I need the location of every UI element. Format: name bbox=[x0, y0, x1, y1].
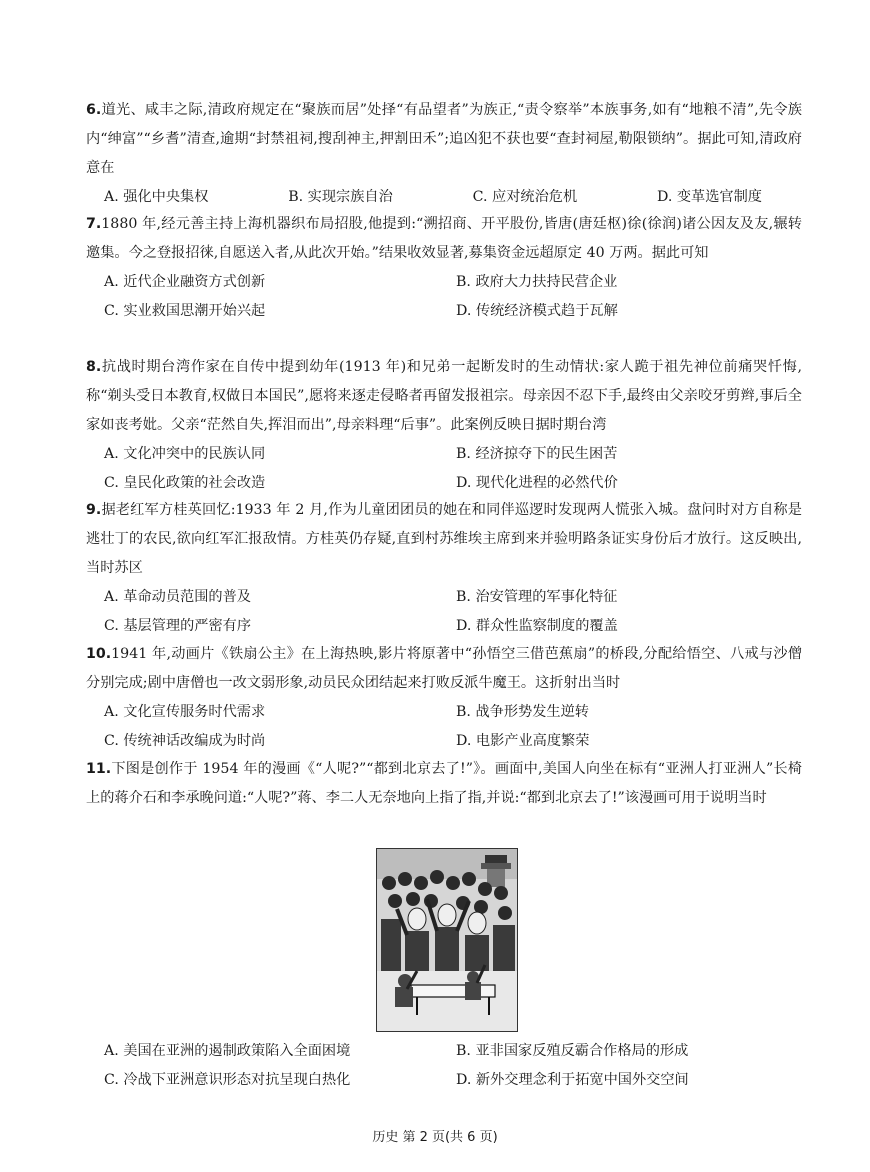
options bbox=[86, 583, 802, 641]
question-9 bbox=[86, 496, 802, 641]
options bbox=[86, 698, 802, 756]
option-b[interactable]: B. 战争形势发生逆转 bbox=[456, 704, 589, 720]
page-footer: 历史 第 2 页(共 6 页) bbox=[372, 1130, 498, 1145]
option-c[interactable]: C. 实业救国思潮开始兴起 bbox=[104, 303, 266, 319]
option-a[interactable]: A. 近代企业融资方式创新 bbox=[104, 274, 266, 290]
option-c[interactable]: C. 应对统治危机 bbox=[472, 189, 578, 205]
question-stem bbox=[86, 755, 802, 813]
cartoon-image bbox=[376, 848, 518, 1032]
question-text: 下图是创作于 1954 年的漫画《“人呢?”“都到北京去了!”》。画面中,美国人向坐在标有“亚洲人打亚洲人”长椅上的蒋介石和李承晚问道:“人呢?”蒋、李二人无奈地向上指了指,并说:“都到北京去了!”该漫画可用于说明当时 bbox=[86, 761, 802, 806]
question-stem bbox=[86, 96, 802, 183]
question-number: 11. bbox=[86, 761, 112, 777]
question-6 bbox=[86, 96, 802, 212]
option-b[interactable]: B. 政府大力扶持民营企业 bbox=[456, 274, 618, 290]
option-b[interactable]: B. 亚非国家反殖反霸合作格局的形成 bbox=[456, 1043, 689, 1059]
option-b[interactable]: B. 治安管理的军事化特征 bbox=[456, 589, 618, 605]
option-c[interactable]: C. 传统神话改编成为时尚 bbox=[104, 733, 266, 749]
option-c[interactable]: C. 皇民化政策的社会改造 bbox=[104, 475, 266, 491]
option-c[interactable]: C. 冷战下亚洲意识形态对抗呈现白热化 bbox=[104, 1072, 351, 1088]
question-number: 9. bbox=[86, 502, 102, 518]
option-d[interactable]: D. 群众性监察制度的覆盖 bbox=[456, 618, 618, 634]
question-text: 抗战时期台湾作家在自传中提到幼年(1913 年)和兄弟一起断发时的生动情状:家人跪于祖先神位前痛哭忏悔,称“剃头受日本教育,权做日本国民”,愿将来逐走侵略者再留发报祖宗。母亲因不忍下手,最终由父亲咬牙剪辫,事后全家如丧考妣。父亲“茫然自失,挥泪而出”,母亲料理“后事”。此案例反映日据时期台湾 bbox=[86, 359, 802, 433]
question-10 bbox=[86, 640, 802, 756]
option-b[interactable]: B. 经济掠夺下的民生困苦 bbox=[456, 446, 618, 462]
options bbox=[86, 268, 802, 326]
option-a[interactable]: A. 革命动员范围的普及 bbox=[104, 589, 251, 605]
option-c[interactable]: C. 基层管理的严密有序 bbox=[104, 618, 252, 634]
option-d[interactable]: D. 新外交理念利于拓宽中国外交空间 bbox=[456, 1072, 689, 1088]
cartoon-illustration bbox=[377, 849, 517, 1031]
option-d[interactable]: D. 传统经济模式趋于瓦解 bbox=[456, 303, 618, 319]
question-stem bbox=[86, 496, 802, 583]
question-stem bbox=[86, 210, 802, 268]
question-text: 1880 年,经元善主持上海机器织布局招股,他提到:“溯招商、开平股份,皆唐(唐廷枢)徐(徐润)诸公因友及友,辗转邀集。今之登报招徕,自愿送入者,从此次开始。”结果收效显著,募集资金远超原定 40 万两。据此可知 bbox=[86, 216, 802, 261]
options bbox=[86, 440, 802, 498]
question-11 bbox=[86, 755, 802, 813]
question-number: 6. bbox=[86, 102, 102, 118]
option-d[interactable]: D. 现代化进程的必然代价 bbox=[456, 475, 618, 491]
option-d[interactable]: D. 变革选官制度 bbox=[656, 189, 762, 205]
question-stem bbox=[86, 353, 802, 440]
options bbox=[86, 1037, 802, 1095]
option-a[interactable]: A. 文化冲突中的民族认同 bbox=[104, 446, 266, 462]
question-text: 1941 年,动画片《铁扇公主》在上海热映,影片将原著中“孙悟空三借芭蕉扇”的桥段,分配给悟空、八戒与沙僧分别完成;剧中唐僧也一改文弱形象,动员民众团结起来打败反派牛魔王。这折射出当时 bbox=[86, 646, 802, 691]
question-number: 8. bbox=[86, 359, 102, 375]
question-8 bbox=[86, 353, 802, 498]
option-b[interactable]: B. 实现宗族自治 bbox=[288, 189, 393, 205]
option-a[interactable]: A. 美国在亚洲的遏制政策陷入全面困境 bbox=[104, 1043, 351, 1059]
options bbox=[86, 183, 802, 212]
option-a[interactable]: A. 强化中央集权 bbox=[104, 189, 209, 205]
option-d[interactable]: D. 电影产业高度繁荣 bbox=[456, 733, 590, 749]
question-number: 7. bbox=[86, 216, 102, 232]
question-7 bbox=[86, 210, 802, 326]
option-a[interactable]: A. 文化宣传服务时代需求 bbox=[104, 704, 266, 720]
question-text: 道光、咸丰之际,清政府规定在“聚族而居”处择“有品望者”为族正,“责令察举”本族事务,如有“地粮不清”,先令族内“绅富”“乡耆”清查,逾期“封禁祖祠,搜刮神主,押割田禾”;追凶犯不获也要“查封祠屋,勒限锁纳”。据此可知,清政府意在 bbox=[86, 102, 802, 176]
question-stem bbox=[86, 640, 802, 698]
question-number: 10. bbox=[86, 646, 112, 662]
question-11-options-block bbox=[86, 1037, 802, 1095]
question-text: 据老红军方桂英回忆:1933 年 2 月,作为儿童团团员的她在和同伴巡逻时发现两人慌张入城。盘问时对方自称是逃壮丁的农民,欲向红军汇报敌情。方桂英仍存疑,直到村苏维埃主席到来并验明路条证实身份后才放行。这反映出,当时苏区 bbox=[86, 502, 802, 576]
